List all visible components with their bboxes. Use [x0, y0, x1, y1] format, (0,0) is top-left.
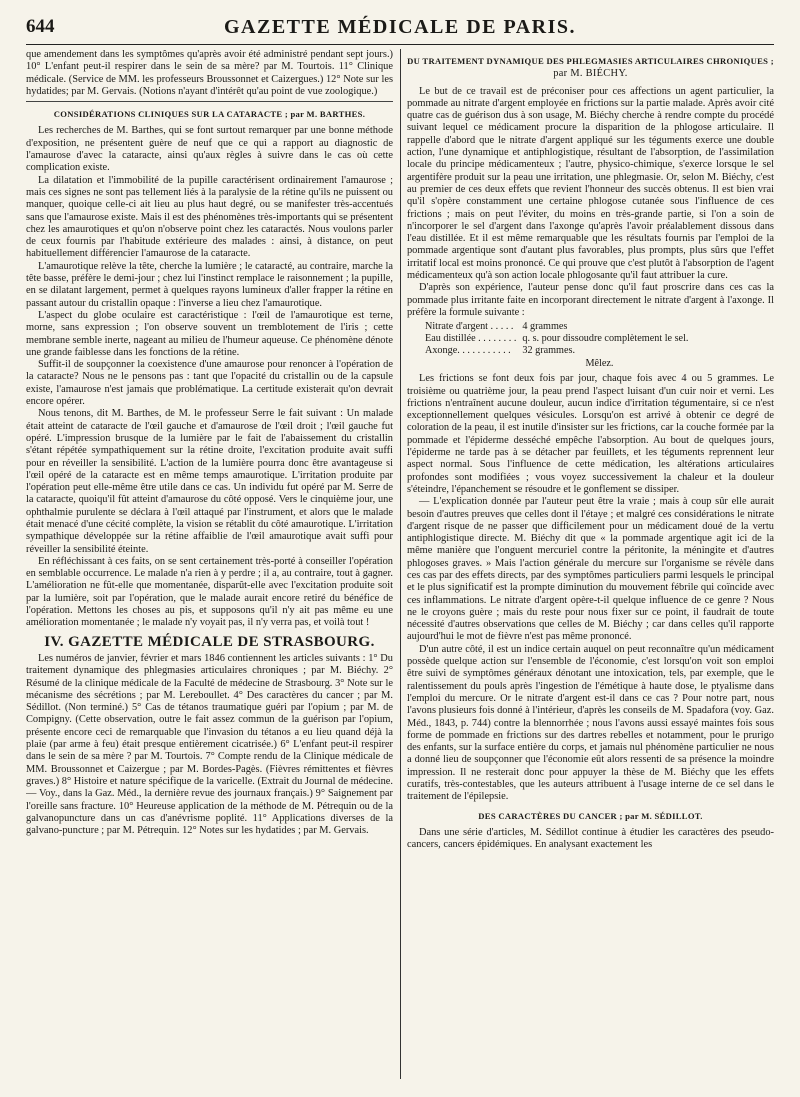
paragraph: Dans une série d'articles, M. Sédillot continue à étudier les caractères des pseudo-cancers, cancers épidémiques. En analysant exactement les [406, 826, 774, 851]
paragraph: Les frictions se font deux fois par jour, chaque fois avec 4 ou 5 grammes. Le troisième ou quatrième jour, la peau prend l'aspect luisant d'un cuir noir et verni. Les frictions n'entraînent aucune douleur, aucun indice d'irritation tégumentaire, si ce n'est exceptionnellement quelques vésicules. Lorsqu'on est arrivé à obtenir ce degré de coloration de la peau, il est inutile d'insister sur les frictions, car la couche formée par la pommade et l'épiderme desséché empêche l'absorption. Au bout de quelques jours, l'épiderme ne tarde pas à se détacher par feuillets, et les téguments reprennent leur aspect normal. Sous l'influence de cette médication, les altérations articulaires profondes sont modifiées ; vous voyez successivement la chaleur et la douleur s'éteindre, l'épanchement se résoudre et le gonflement se dissiper. [406, 373, 774, 495]
prescription-formula [425, 321, 774, 370]
paragraph: Nous tenons, dit M. Barthes, de M. le professeur Serre le fait suivant : Un malade était atteint de cataracte de l'œil gauche et d'amaurose de l'œil droit ; l'œil gauche fut opéré. L'impression brusque de la lumière par le fait de l'abaissement du cristallin s'étant répétée sympathiquement sur la rétine droite, l'excitation produite avait suffi pour en réveiller la sensibilité. L'action de la lumière pourra donc être avantageuse si l'œil opéré de la cataracte est en même temps amaurotique. L'irritation produite par l'opération peut elle-même être utile dans ce cas. Un individu fut opéré par M. Serre de la cataracte, quoiqu'il fût atteint d'amaurose du côté opposé. Vers le cinquième jour, une ophthalmie purulente se déclara à l'œil attaqué par l'instrument, et alors que le malade était menacé d'une cécité complète, la vision se rétablit du côté amaurotique. L'irritation sympathique développée sur la rétine affaiblie de l'œil amaurotique avait suffi pour réveiller la sensibilité éteinte. [26, 408, 393, 555]
paragraph: D'après son expérience, l'auteur pense donc qu'il faut proscrire dans ces cas la pommade plus irritante faite en incorporant directement le nitrate d'argent à l'axonge. Il préfère la formule suivante : [406, 282, 774, 318]
two-column-body [26, 49, 774, 1079]
ingredient-name: Eau distillée . . . . . . . . [424, 333, 517, 345]
paragraph: L'amaurotique relève la tête, cherche la lumière ; le cataracté, au contraire, marche la tête basse, préfère le demi-jour ; chez lui l'instinct remplace le raisonnement ; la pupille, en se dilatant largement, permet à quelques rayons lumineux d'aller frapper la rétine en passant autour du cristallin opaque : l'inverse a lieu chez l'amaurotique. [26, 260, 393, 309]
formula-instruction: Mêlez. [585, 358, 614, 370]
ingredient-quantity: 32 grammes. [522, 345, 575, 357]
paragraph: Les recherches de M. Barthes, qui se font surtout remarquer par une bonne méthode d'exposition, ne présentent guère de neuf que ce qui a rapport au diagnostic de l'amaurose d'avec la cataracte, ainsi qu'aux règles à suivre dans le cas où cette complication existe. [26, 125, 393, 174]
running-title: GAZETTE MÉDICALE DE PARIS. [223, 16, 577, 38]
ingredient-name: Nitrate d'argent . . . . . [424, 321, 514, 333]
paragraph: Suffit-il de soupçonner la coexistence d'une amaurose pour renoncer à l'opération de la cataracte? Nous ne le pensons pas : tant que l'opacité du cristallin ou de la capsule existe, l'amaurose n'est jamais que problématique. La certitude existerait qu'on devrait encore opérer. [26, 359, 393, 408]
page-number: 644 [26, 16, 55, 37]
paragraph: La dilatation et l'immobilité de la pupille caractérisent ordinairement l'amaurose ; mais ces signes ne sont pas tellement liés à la paralysie de la rétine qu'ils ne puissent ou manquer, quoique celle-ci ait lieu au plus haut degré, ou se manifester très-accentués sans que l'amaurose existe. Mais il est des phénomènes très-importants qui se présentent chez les amaurotiques et qu'on n'observe point chez les cataractés. Nous voulons parler de ceux fournis par l'habitude extérieure des malades : ainsi, à distance, on peut habituellement différencier l'amaurose de la cataracte. [26, 174, 393, 260]
left-column [26, 49, 393, 1079]
column-rule [400, 49, 401, 1079]
section-heading-title: DU TRAITEMENT DYNAMIQUE DES PHLEGMASIES ARTICULAIRES CHRONIQUES ; [407, 56, 774, 66]
right-column [407, 49, 774, 1079]
section-divider [26, 101, 393, 102]
paragraph: Les numéros de janvier, février et mars 1846 contiennent les articles suivants : 1° Du traitement dynamique des phlegmasies articulaires chroniques ; par M. Biéchy. 2° Résumé de la clinique médicale de la Faculté de médecine de Strasbourg. 3° Note sur le mécanisme des sécrétions ; par M. Lereboullet. 4° Des caractères du cancer ; par M. Sédillot. (Non terminé.) 5° Cas de tétanos traumatique guéri par l'opium ; par M. de Compigny. (Cette observation, outre le fait assez commun de la guérison par l'opium, présente encore ceci de remarquable que l'invasion du tétanos a eu lieu quand déjà la plaie (par arme à feu) était presque entièrement cicatrisée.) 6° L'enfant peut-il respirer dans le sein de sa mère ? par M. Tourtois. 7° Compte rendu de la Clinique médicale de MM. Broussonnet et Caizergue ; par M. Bordes-Pagès. (Fièvres rémittentes et fièvres graves.) 8° Histoire et nature spécifique de la varicelle. (Extrait du Journal de médecine. — Voy., dans la Gaz. Méd., la dernière revue des journaux français.) 9° Saignement par l'oreille sans fracture. 10° Heureuse application de la méthode de M. Pétrequin ou de la galvanopuncture dans un cas d'anévrisme poplité. 11° Applications diverses de la galvano-puncture ; par M. Pétrequin. 12° Notes sur les hydatides ; par M. Gervais. [26, 652, 393, 837]
paragraph: Le but de ce travail est de préconiser pour ces affections un agent particulier, la pommade au nitrate d'argent employée en frictions sur la partie malade. Après avoir cité quatre cas de guérison dus à son usage, M. Biéchy cherche à rendre compte du procédé suivant lequel ce médicament procure la disparition de la phlogose articulaire. Il rappelle d'abord que le nitrate d'argent appliqué sur les téguments exerce une double action, l'une dynamique et antiphlogistique, résultant de l'absorption, de l'assimilation locale du principe médicamenteux ; l'autre, physico-chimique, s'exerce lorsque le sel argentifère produit sur la peau une irritation, une phlegmasie. Or, selon M. Biéchy, c'est au premier de ces deux effets que revient l'honneur des succès obtenus. Il est bien vrai qu'il s'opère constamment une certaine phlogose cutanée sous l'influence de ces frictions ; mais on peut l'éviter, du moins en très-grande partie, si l'on a soin de n'incorporer le sel d'argent dans l'axonge qu'après l'avoir préalablement dissous dans l'eau distillée. Et il est même remarquable que les résultats fournis par l'emploi de la pommade argentique sont d'autant plus favorables, plus prompts, plus sûrs que l'effet irritatif local est moins prononcé. Ce qui prouve que c'est plutôt à l'absorption de l'agent médicamenteux qu'à son action locale phlogosante qu'il faut attribuer la cure. [406, 85, 774, 282]
ingredient-quantity: q. s. pour dissoudre complètement le sel. [522, 333, 689, 345]
paragraph: D'un autre côté, il est un indice certain auquel on peut reconnaître qu'un médicament possède quelque action sur l'ensemble de l'économie, c'est lorsqu'on voit son emploi être suivi de symptômes généraux dénotant une intoxication, tels, par exemple, que le ralentissement du pouls après l'ingestion de l'émétique à haute dose, le ptyalisme dans l'emploi du mercure. Or le nitrate d'argent est-il dans ce cas ? Pour notre part, nous l'avons plusieurs fois donné à l'intérieur, d'après les conseils de M. Spadafora (voy. Gaz. Méd., 1843, p. 744) contre la blennorrhée ; nous l'avons aussi essayé maintes fois sous forme de pommade en frictions sur des dartres rebelles et notamment, pour le prurigo des enfants, sur la surface entière du corps, et jamais nul phénomène particulier ne nous a donné lieu de soupçonner que l'économie eût alors ressenti de sa présence la moindre impression. Il ne resterait donc pour appuyer la thèse de M. Biéchy que les effets curatifs, très-contestables, que les auteurs attribuent à l'usage interne de ce sel dans le traitement de l'épilepsie. [406, 643, 774, 803]
formula-row [425, 333, 694, 345]
page-header [26, 16, 774, 45]
ingredient-name: Axonge. . . . . . . . . . . [424, 345, 511, 357]
paragraph: En réfléchissant à ces faits, on se sent certainement très-porté à conseiller l'opération en semblable occurrence. Le malade n'a rien à y perdre ; il a, au contraire, tout à gagner. L'amélioration ne fût-elle que momentanée, disparût-elle avec l'excitation produite soit par la lumière, soit par l'opération, que le malade aurait encore retiré du bénéfice de l'opération. Mettons les choses au pis, et supposons qu'il n'y ait pas même eu une amélioration momentanée ; le malade n'y voyait pas, il n'y verra pas, et voilà tout ! [26, 555, 393, 629]
formula-table [425, 321, 694, 357]
section-heading-author: par M. BIÉCHY. [553, 68, 628, 80]
journal-heading: IV. GAZETTE MÉDICALE DE STRASBOURG. [44, 633, 375, 650]
paragraph: — L'explication donnée par l'auteur peut être la vraie ; mais à coup sûr elle aurait besoin d'autres preuves que celles dont il l'étaye ; et malgré ces considérations le nitrate d'argent risque de ne passer que difficilement pour un médicament doué de la vertu antiphlogistique directe. M. Biéchy dit que « la pommade argentique agit ici de la même manière que l'onguent mercuriel contre la péritonite, la méningite et d'autres phlogoses graves. » Mais l'action générale du mercure sur l'organisme se révèle dans ces cas par des effets directs, par des symptômes particuliers parmi lesquels le principal et le plus significatif est la prompte diminution du mouvement fébrile qui coïncide avec ces inflammations. Le nitrate d'argent opère-t-il quelque influence de ce genre ? Nous ne le croyons guère ; mais du reste pour nous fixer sur ce point, il faudrait de toute nécessité d'autres observations que celles de M. Biéchy ; car dans celles qu'il rapporte aujourd'hui le mot de fièvre n'est pas même prononcé. [406, 496, 774, 643]
section-heading [407, 55, 774, 81]
section-heading: CONSIDÉRATIONS CLINIQUES SUR LA CATARACTE ; par M. BARTHES. [53, 109, 366, 120]
section-heading: DES CARACTÈRES DU CANCER ; par M. SÉDILLOT. [478, 810, 703, 821]
formula-row [425, 345, 694, 357]
formula-row [425, 321, 694, 333]
paragraph: que amendement dans les symptômes qu'après avoir été administré pendant sept jours.) 10° L'enfant peut-il respirer dans le sein de sa mère? par M. Tourtois. 11° Clinique médicale. (Service de MM. les professeurs Broussonnet et Caizergues.) 12° Note sur les hydatides; par M. Gervais. (Notions n'ayant d'intérêt qu'au point de vue zoologique.) [26, 49, 393, 97]
paragraph: L'aspect du globe oculaire est caractéristique : l'œil de l'amaurotique est terne, morne, sans expression ; l'on observe souvent un tremblotement de l'iris ; cette membrane semble inerte, nageant au milieu de l'humeur aqueuse. Ce phénomène dénote une grande faiblesse dans les fonctions de la rétine. [26, 309, 393, 358]
ingredient-quantity: 4 grammes [522, 321, 568, 333]
